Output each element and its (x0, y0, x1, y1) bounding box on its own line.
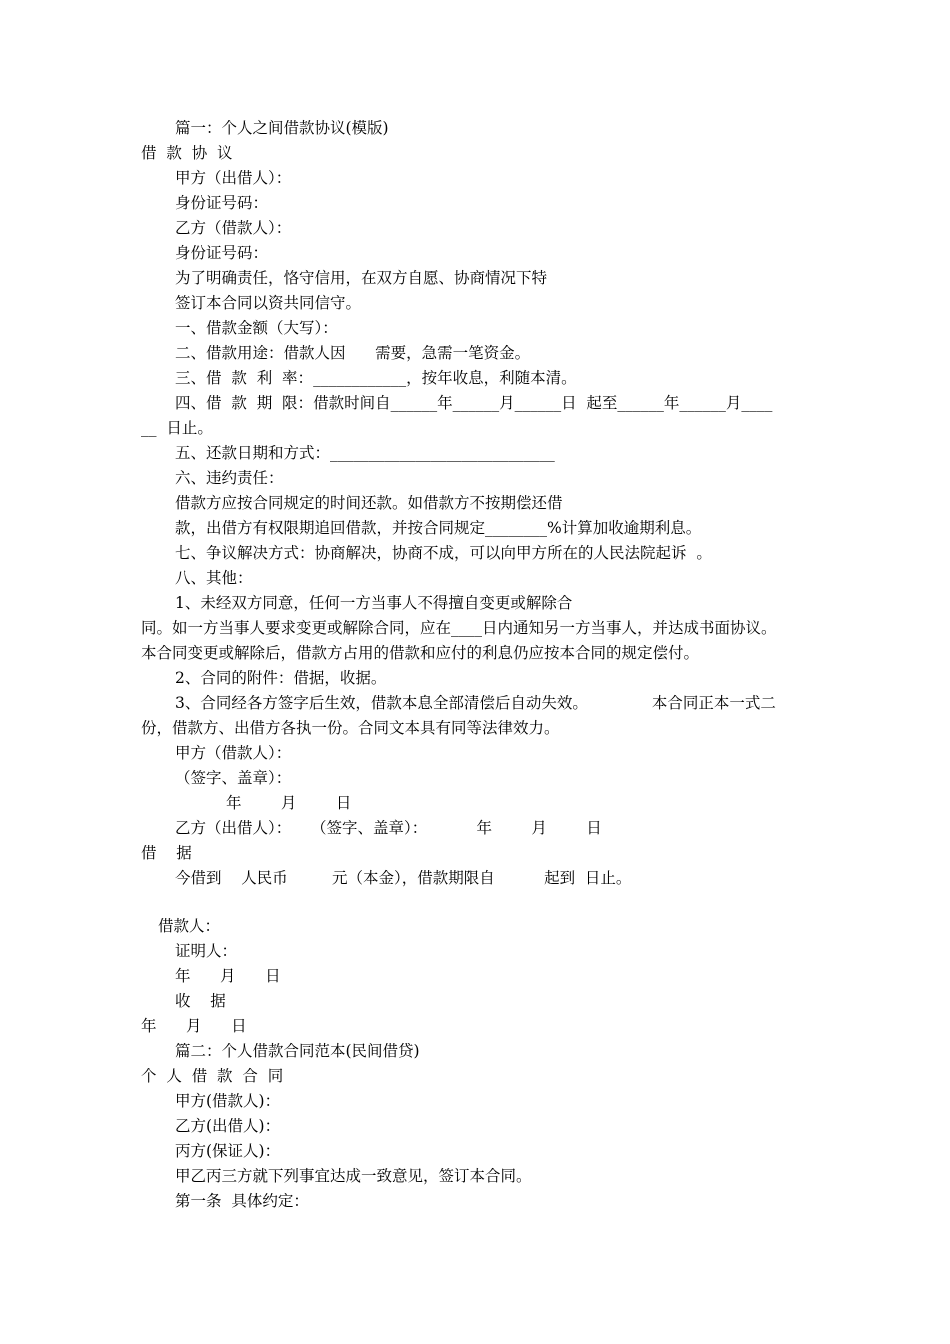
party-a-line: 甲方(借款人)： (175, 1092, 281, 1110)
id-number-line: 身份证号码： (175, 244, 269, 262)
clause-line: __ 日止。 (141, 419, 213, 437)
clause-line: 七、争议解决方式：协商解决，协商不成，可以向甲方所在的人民法院起诉 。 (175, 544, 712, 562)
date-line: 年 月 日 (141, 1017, 247, 1035)
date-line: 年 月 日 (175, 967, 281, 985)
paragraph-line: 本合同变更或解除后，借款方占用的借款和应付的利息仍应按本合同的规定偿付。 (141, 644, 700, 662)
paragraph-line: 签订本合同以资共同信守。 (175, 294, 362, 312)
paragraph-line: 今借到 人民币 元（本金），借款期限自 起到 日止。 (175, 869, 632, 887)
section-heading: 篇二：个人借款合同范本(民间借贷) (175, 1042, 420, 1060)
clause-line: 三、借 款 利 率：____________，按年收息，利随本清。 (175, 369, 577, 387)
date-line: 年 月 日 (226, 794, 352, 812)
clause-line: 第一条 具体约定： (175, 1192, 309, 1210)
clause-line: 六、违约责任： (175, 469, 284, 487)
party-a-line: 甲方（出借人）： (175, 169, 292, 187)
paragraph-line: 同。如一方当事人要求变更或解除合同，应在____日内通知另一方当事人，并达成书面协议。 (141, 619, 777, 637)
section-heading: 篇一：个人之间借款协议(模版) (175, 119, 389, 137)
party-b-line: 乙方（借款人）： (175, 219, 292, 237)
clause-line: 八、其他： (175, 569, 253, 587)
paragraph-line: 款，出借方有权限期追回借款，并按合同规定________%计算加收逾期利息。 (175, 519, 702, 537)
signature-line: 借款人： (158, 917, 221, 935)
section-title: 收 据 (175, 992, 226, 1010)
document-title: 个 人 借 款 合 同 (141, 1067, 284, 1085)
paragraph-line: 为了明确责任，恪守信用，在双方自愿、协商情况下特 (175, 269, 548, 287)
signature-line: 乙方（出借人）： （签字、盖章）： 年 月 日 (175, 819, 602, 837)
id-number-line: 身份证号码： (175, 194, 269, 212)
paragraph-line: 1、未经双方同意，任何一方当事人不得擅自变更或解除合 (175, 594, 573, 612)
paragraph-line: 3、合同经各方签字后生效，借款本息全部清偿后自动失效。 本合同正本一式二 (175, 694, 776, 712)
clause-line: 五、还款日期和方式：_____________________________ (175, 444, 555, 462)
clause-line: 一、借款金额（大写）： (175, 319, 338, 337)
party-c-line: 丙方(保证人)： (175, 1142, 281, 1160)
clause-line: 四、借 款 期 限：借款时间自______年______月______日 起至______年______月____ (175, 394, 773, 412)
signature-line: 甲方（借款人）： (175, 744, 292, 762)
clause-line: 二、借款用途：借款人因 需要，急需一笔资金。 (175, 344, 531, 362)
paragraph-line: 份，借款方、出借方各执一份。合同文本具有同等法律效力。 (141, 719, 560, 737)
signature-line: 证明人： (175, 942, 238, 960)
document-title: 借 款 协 议 (141, 144, 233, 162)
party-b-line: 乙方(出借人)： (175, 1117, 281, 1135)
paragraph-line: 甲乙丙三方就下列事宜达成一致意见，签订本合同。 (175, 1167, 532, 1185)
section-title: 借 据 (141, 844, 192, 862)
signature-line: （签字、盖章）： (175, 769, 292, 787)
paragraph-line: 借款方应按合同规定的时间还款。如借款方不按期偿还借 (175, 494, 563, 512)
paragraph-line: 2、合同的附件：借据，收据。 (175, 669, 387, 687)
